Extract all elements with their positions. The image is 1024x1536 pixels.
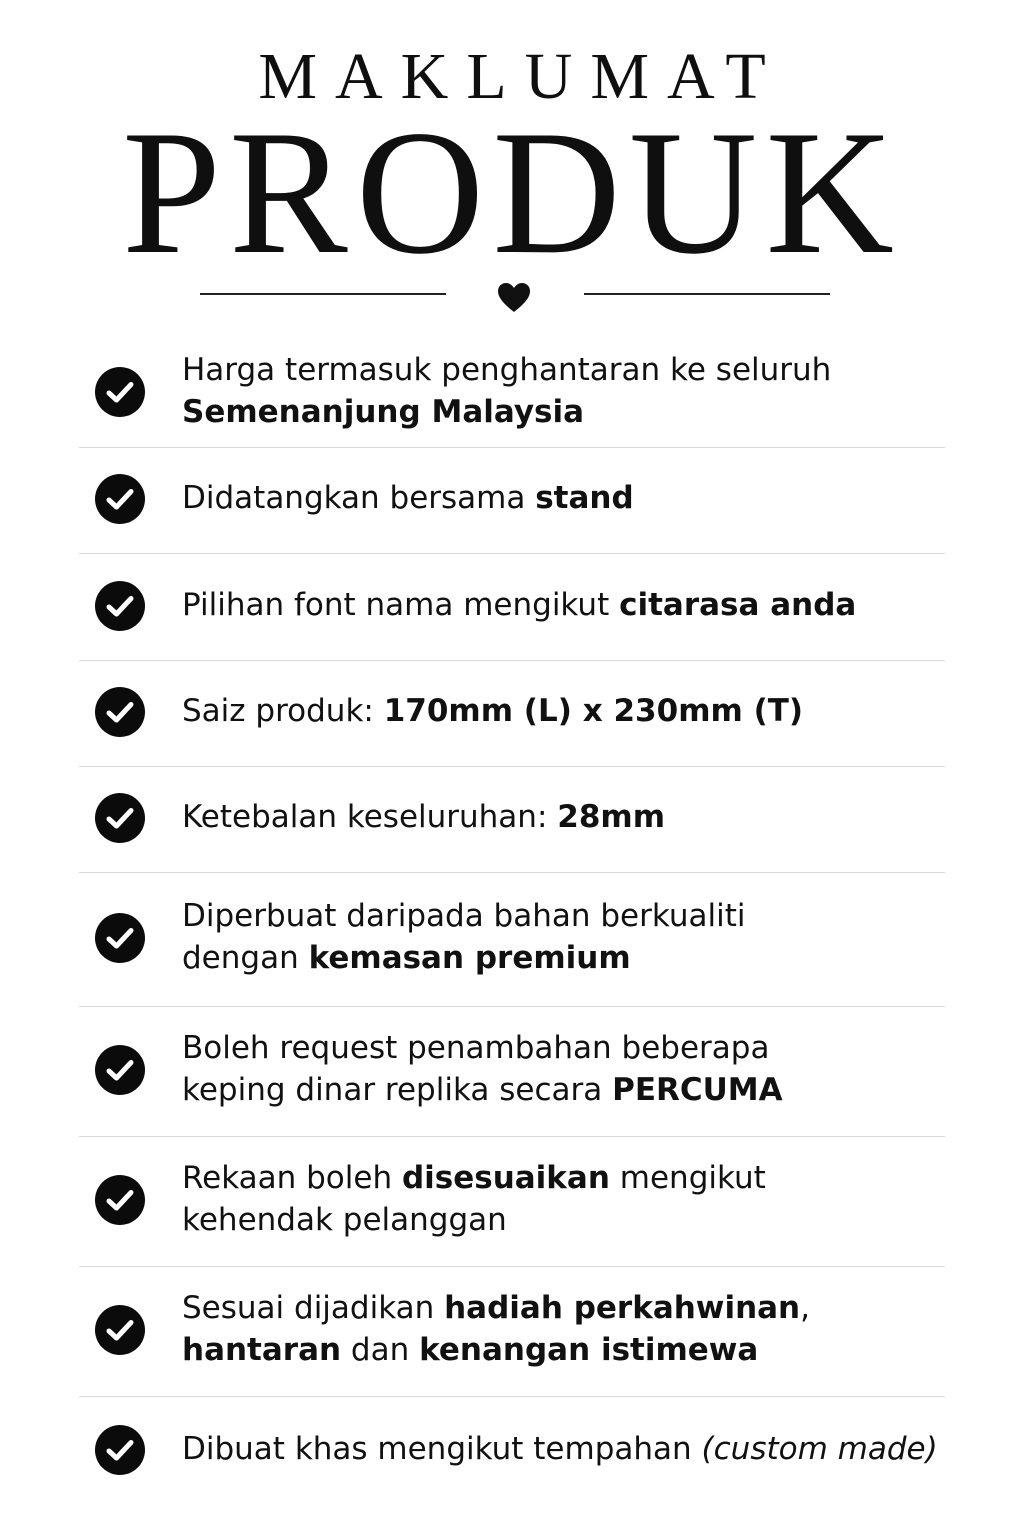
feature-text-segment: kehendak pelanggan bbox=[182, 1202, 507, 1238]
feature-item bbox=[79, 661, 945, 767]
feature-text bbox=[182, 1287, 945, 1371]
feature-text-segment: Dibuat khas mengikut tempahan bbox=[182, 1431, 702, 1467]
feature-text-segment: Sesuai dijadikan bbox=[182, 1290, 445, 1326]
feature-text bbox=[182, 1428, 945, 1470]
feature-text-line bbox=[182, 796, 945, 838]
feature-text-segment: Didatangkan bersama bbox=[182, 480, 536, 516]
feature-text bbox=[182, 895, 945, 979]
title-maklumat: MAKLUMAT bbox=[258, 40, 784, 113]
feature-text-segment: Saiz produk: bbox=[182, 693, 384, 729]
feature-text bbox=[182, 690, 945, 732]
feature-text-bold: disesuaikan bbox=[401, 1160, 610, 1196]
feature-text-bold: citarasa anda bbox=[619, 587, 857, 623]
feature-text-line bbox=[182, 1069, 945, 1111]
feature-text-segment: Rekaan boleh bbox=[182, 1160, 402, 1196]
feature-item bbox=[79, 1137, 945, 1267]
feature-item bbox=[79, 1267, 945, 1397]
feature-text-segment: Harga termasuk penghantaran ke seluruh bbox=[182, 352, 832, 388]
feature-text-bold: stand bbox=[535, 480, 634, 516]
feature-text-line bbox=[182, 1157, 945, 1199]
check-circle-icon bbox=[95, 1045, 145, 1095]
check-circle-icon bbox=[95, 687, 145, 737]
feature-text-line bbox=[182, 895, 945, 937]
title-produk: PRODUK bbox=[122, 93, 902, 291]
feature-text bbox=[182, 796, 945, 838]
feature-text bbox=[182, 349, 945, 433]
feature-text-line bbox=[182, 1199, 945, 1241]
feature-text-line bbox=[182, 1428, 945, 1470]
check-circle-icon bbox=[95, 1425, 145, 1475]
feature-list bbox=[79, 340, 945, 1507]
feature-text-line bbox=[182, 1329, 945, 1371]
feature-text-segment: mengikut bbox=[609, 1160, 766, 1196]
feature-text bbox=[182, 477, 945, 519]
feature-item bbox=[79, 767, 945, 873]
feature-text-bold: PERCUMA bbox=[612, 1072, 783, 1108]
feature-text-line bbox=[182, 584, 945, 626]
feature-item bbox=[79, 448, 945, 554]
feature-text-line bbox=[182, 1287, 945, 1329]
feature-text-bold: kenangan istimewa bbox=[419, 1332, 759, 1368]
feature-item bbox=[79, 1007, 945, 1137]
feature-text-segment: dengan bbox=[182, 940, 309, 976]
feature-text-line bbox=[182, 690, 945, 732]
check-circle-icon bbox=[95, 474, 145, 524]
feature-text-line bbox=[182, 1027, 945, 1069]
check-circle-icon bbox=[95, 367, 145, 417]
feature-text-line bbox=[182, 477, 945, 519]
feature-text-bold: kemasan premium bbox=[308, 940, 631, 976]
feature-text-segment: dan bbox=[341, 1332, 420, 1368]
feature-text-segment: Ketebalan keseluruhan: bbox=[182, 799, 558, 835]
feature-text-segment: keping dinar replika secara bbox=[182, 1072, 613, 1108]
divider-right bbox=[584, 293, 830, 295]
check-circle-icon bbox=[95, 793, 145, 843]
feature-text-bold: hadiah perkahwinan bbox=[444, 1290, 801, 1326]
divider-left bbox=[200, 293, 446, 295]
feature-text-segment: Pilihan font nama mengikut bbox=[182, 587, 620, 623]
feature-text-segment: Diperbuat daripada bahan berkualiti bbox=[182, 898, 746, 934]
feature-text-bold: hantaran bbox=[182, 1332, 342, 1368]
feature-text-segment: Boleh request penambahan beberapa bbox=[182, 1030, 770, 1066]
feature-item bbox=[79, 1397, 945, 1507]
feature-text bbox=[182, 1027, 945, 1111]
feature-text-bold: 28mm bbox=[557, 799, 666, 835]
feature-text bbox=[182, 584, 945, 626]
feature-text-bold: Semenanjung Malaysia bbox=[182, 394, 585, 430]
feature-text-bold: 170mm (L) x 230mm (T) bbox=[383, 693, 804, 729]
feature-text bbox=[182, 1157, 945, 1241]
feature-text-segment: , bbox=[800, 1290, 810, 1326]
feature-text-line bbox=[182, 349, 945, 391]
feature-item bbox=[79, 340, 945, 448]
feature-text-segment: (custom made) bbox=[701, 1431, 938, 1467]
check-circle-icon bbox=[95, 1305, 145, 1355]
check-circle-icon bbox=[95, 1175, 145, 1225]
feature-item bbox=[79, 554, 945, 661]
check-circle-icon bbox=[95, 581, 145, 631]
feature-text-line bbox=[182, 391, 945, 433]
feature-text-line bbox=[182, 937, 945, 979]
heart-icon bbox=[496, 280, 532, 316]
check-circle-icon bbox=[95, 913, 145, 963]
feature-item bbox=[79, 873, 945, 1007]
